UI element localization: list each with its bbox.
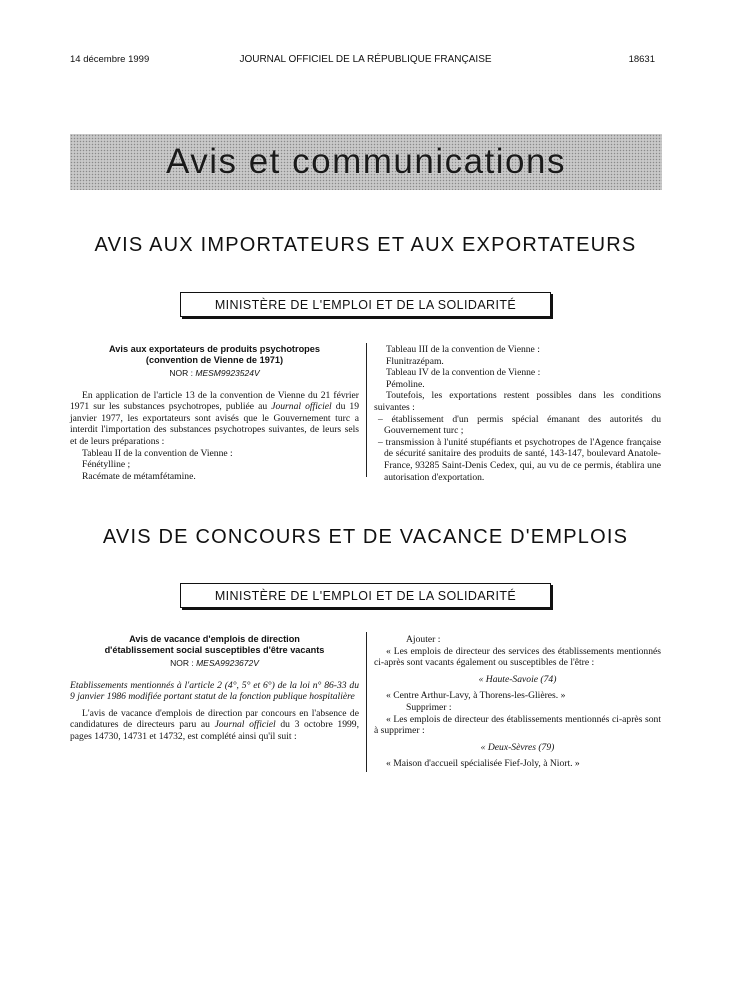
ajouter-label: Ajouter : [406,634,441,645]
establishments-note: Etablissements mentionnés à l'article 2 (4°, 5° et 6°) de la loi n° 86-33 du 9 janvier 1986 modifiée portant statut de la fonction publique hospitalière [70,679,359,703]
list-line: Pémoline. [386,378,425,390]
notice-vacancies-right [374,634,661,770]
establishment-line: « Maison d'accueil spécialisée Fief-Joly, à Niort. » [386,758,580,770]
department-heading: « Haute-Savoie (74) [478,673,557,685]
nor-code: MESM9923524V [195,368,260,378]
nor-code: MESA9923672V [196,658,259,668]
banner-title: Avis et communications [165,142,566,181]
list-line: Flunitrazépam. [386,355,444,367]
paragraph-text: du 3 octobre 1999, pages 14730, 14731 et 14732, est complété ainsi qu'il suit : [70,719,359,742]
nor-reference [70,658,359,670]
journal-title: JOURNAL OFFICIEL DE LA RÉPUBLIQUE FRANÇAISE [239,54,492,65]
department-heading: « Deux-Sèvres (79) [480,741,555,753]
nor-label: NOR : [169,368,193,378]
notice-exporters-right [374,344,661,483]
journal-reference: Journal officiel [271,401,332,413]
column-divider [366,343,367,477]
notice-vacancies-left [70,634,359,743]
paragraph-text: En application de l'article 13 de la convention de Vienne du 21 février 1971 sur les substances psychotropes, publiée au [70,389,359,413]
ministry-box [180,292,551,317]
page-number: 18631 [628,54,655,65]
list-item: – établissement d'un permis spécial émanant des autorités du Gouvernement turc ; [378,413,661,437]
notice-paragraph: Toutefois, les exportations restent possibles dans les conditions suivantes : [374,390,661,413]
notice-subtitle: d'établissement social susceptibles d'être vacants [104,644,325,655]
ministry-label: MINISTÈRE DE L'EMPLOI ET DE LA SOLIDARITÉ [214,588,517,603]
paragraph-text: L'avis de vacance d'emplois de direction par concours en l'absence de candidatures de directeurs paru au [70,707,359,731]
issue-date: 14 décembre 1999 [70,54,150,65]
section-banner [70,134,662,190]
column-divider [366,632,367,772]
nor-reference [70,368,359,380]
notice-paragraph [70,708,359,743]
list-line: Tableau IV de la convention de Vienne : [386,367,541,379]
list-line: Racémate de métamfétamine. [82,470,196,482]
notice-title: Avis aux exportateurs de produits psychotropes [108,344,321,354]
nor-label: NOR : [170,658,194,668]
section-title-vacancies: AVIS DE CONCOURS ET DE VACANCE D'EMPLOIS [102,526,629,548]
notice-subtitle: (convention de Vienne de 1971) [145,354,284,365]
paragraph-text: du 19 janvier 1977, les exportateurs sont avisés que le Gouvernement turc a interdit l'importation des substances psychotropes suivantes, de leurs sels et de leurs préparations : [70,401,359,447]
supprimer-label: Supprimer : [406,701,452,713]
quoted-paragraph: « Les emplois de directeur des services des établissements mentionnés ci-après sont vacants également ou susceptibles de l'être : [374,645,661,669]
list-line: Tableau II de la convention de Vienne : [82,447,233,459]
notice-exporters-left [70,344,359,482]
quoted-paragraph: « Les emplois de directeur des établissements mentionnés ci-après sont à supprimer : [374,713,661,737]
notice-title: Avis de vacance d'emplois de direction [129,634,300,644]
section-title-importers: AVIS AUX IMPORTATEURS ET AUX EXPORTATEURS [94,234,637,256]
ministry-label: MINISTÈRE DE L'EMPLOI ET DE LA SOLIDARITÉ [214,297,517,312]
list-line: Fénétylline ; [82,459,131,471]
list-item: – transmission à l'unité stupéfiants et psychotropes de l'Agence française de sécurité sanitaire des produits de santé, 143-147, boulevard Anatole-France, 93285 Saint-Denis Cedex, qui, au vu de ce permis, établira une autorisation d'exportation. [378,436,661,483]
ministry-box [180,583,551,608]
notice-paragraph [70,390,359,448]
list-line: Tableau III de la convention de Vienne : [386,344,540,355]
journal-reference: Journal officiel [214,719,276,731]
establishment-line: « Centre Arthur-Lavy, à Thorens-les-Glières. » [386,690,566,702]
